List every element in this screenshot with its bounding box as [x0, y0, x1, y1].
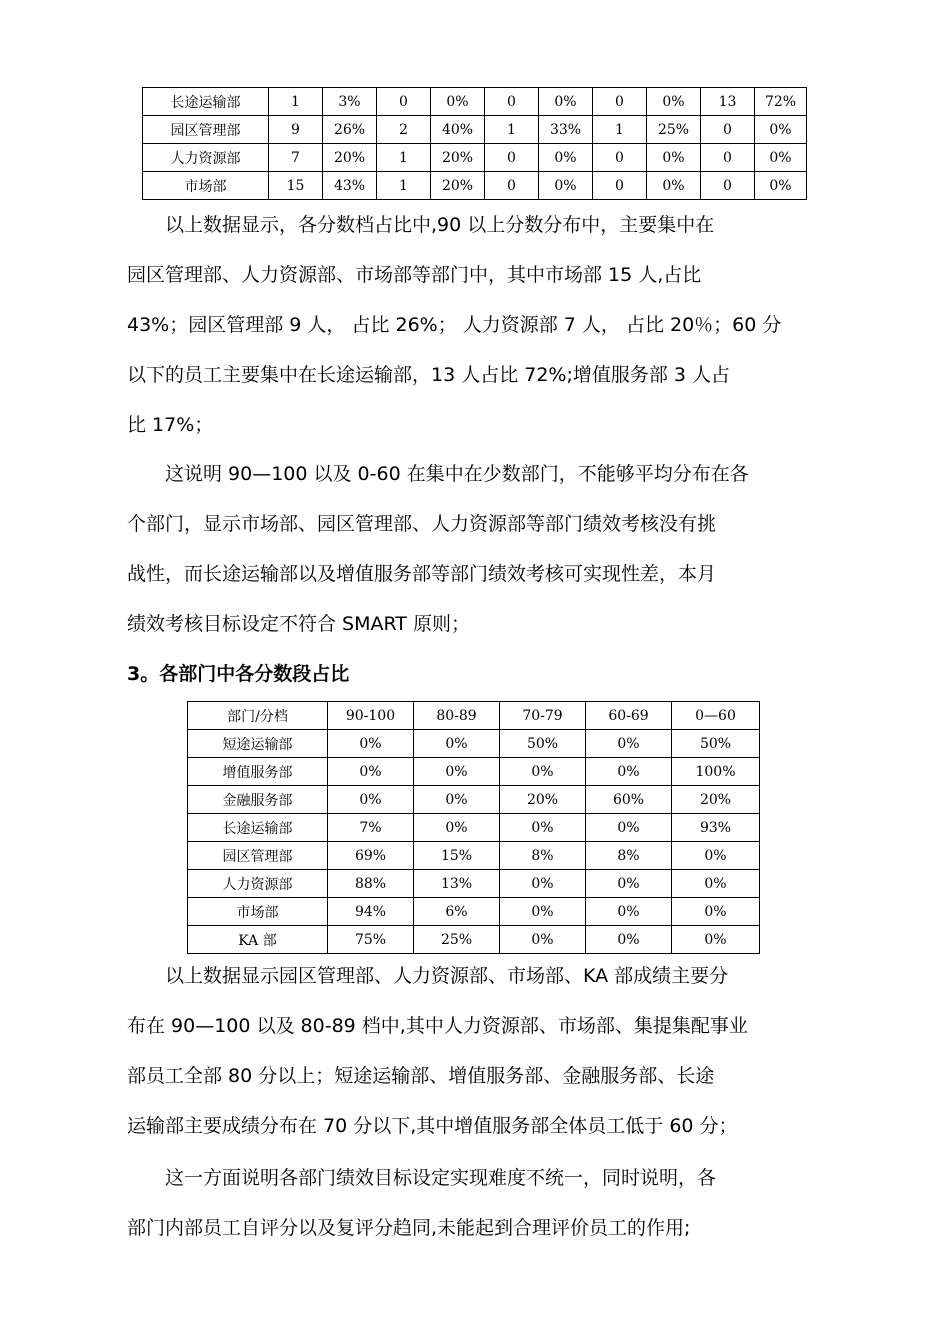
value-cell: 0 — [485, 172, 539, 200]
value-cell: 0% — [414, 730, 500, 758]
value-cell: 0 — [593, 88, 647, 116]
table-row — [188, 814, 760, 842]
value-cell: 0% — [414, 758, 500, 786]
department-cell: 园区管理部 — [143, 116, 269, 144]
value-cell: 1 — [593, 116, 647, 144]
value-cell: 0 — [485, 88, 539, 116]
header-cell: 70-79 — [500, 702, 586, 730]
value-cell: 6% — [414, 898, 500, 926]
value-cell: 0 — [485, 144, 539, 172]
table-row — [188, 758, 760, 786]
value-cell: 43% — [323, 172, 377, 200]
department-cell: 人力资源部 — [143, 144, 269, 172]
department-cell: 增值服务部 — [188, 758, 328, 786]
text-line: 个部门，显示市场部、园区管理部、人力资源部等部门绩效考核没有挑 — [127, 513, 717, 535]
value-cell: 0% — [586, 898, 672, 926]
value-cell: 7 — [269, 144, 323, 172]
text-line: 布在 90—100 以及 80-89 档中,其中人力资源部、市场部、集提集配事业 — [127, 1015, 748, 1037]
department-score-distribution-table — [187, 701, 760, 954]
value-cell: 60% — [586, 786, 672, 814]
analysis-paragraph-4 — [127, 1153, 825, 1253]
table-header-row — [188, 702, 760, 730]
text-line: 以上数据显示园区管理部、人力资源部、市场部、KA 部成绩主要分 — [165, 965, 729, 987]
text-line: 部员工全部 80 分以上；短途运输部、增值服务部、金融服务部、长途 — [127, 1065, 715, 1087]
value-cell: 15% — [414, 842, 500, 870]
table-row — [188, 898, 760, 926]
table-row — [188, 926, 760, 954]
value-cell: 20% — [431, 144, 485, 172]
text-line: 比 17%； — [127, 414, 214, 436]
header-cell: 部门/分档 — [188, 702, 328, 730]
value-cell: 0 — [377, 88, 431, 116]
value-cell: 33% — [539, 116, 593, 144]
table-row — [188, 786, 760, 814]
value-cell: 20% — [500, 786, 586, 814]
value-cell: 0% — [672, 842, 760, 870]
analysis-paragraph-1 — [127, 200, 825, 450]
department-cell: 市场部 — [188, 898, 328, 926]
value-cell: 25% — [647, 116, 701, 144]
department-cell: 金融服务部 — [188, 786, 328, 814]
table-row — [143, 172, 807, 200]
value-cell: 0% — [539, 144, 593, 172]
value-cell: 0% — [539, 88, 593, 116]
value-cell: 1 — [377, 172, 431, 200]
value-cell: 20% — [672, 786, 760, 814]
value-cell: 0% — [755, 172, 807, 200]
text-line: 绩效考核目标设定不符合 SMART 原则； — [127, 613, 470, 635]
department-cell: KA 部 — [188, 926, 328, 954]
value-cell: 0 — [593, 144, 647, 172]
value-cell: 75% — [328, 926, 414, 954]
value-cell: 40% — [431, 116, 485, 144]
text-line: 园区管理部、人力资源部、市场部等部门中，其中市场部 15 人,占比 — [127, 264, 702, 286]
table-row — [188, 842, 760, 870]
value-cell: 0% — [647, 88, 701, 116]
value-cell: 0 — [701, 116, 755, 144]
value-cell: 0% — [586, 926, 672, 954]
header-cell: 60-69 — [586, 702, 672, 730]
value-cell: 100% — [672, 758, 760, 786]
value-cell: 72% — [755, 88, 807, 116]
value-cell: 0% — [586, 814, 672, 842]
value-cell: 0 — [701, 144, 755, 172]
value-cell: 0% — [328, 786, 414, 814]
table-row — [188, 730, 760, 758]
value-cell: 69% — [328, 842, 414, 870]
department-cell: 长途运输部 — [188, 814, 328, 842]
value-cell: 94% — [328, 898, 414, 926]
department-cell: 园区管理部 — [188, 842, 328, 870]
value-cell: 0% — [328, 730, 414, 758]
value-cell: 0% — [586, 730, 672, 758]
analysis-paragraph-2 — [127, 449, 825, 649]
value-cell: 0% — [328, 758, 414, 786]
value-cell: 2 — [377, 116, 431, 144]
value-cell: 7% — [328, 814, 414, 842]
value-cell: 0% — [500, 870, 586, 898]
value-cell: 9 — [269, 116, 323, 144]
value-cell: 1 — [485, 116, 539, 144]
value-cell: 20% — [323, 144, 377, 172]
value-cell: 0% — [500, 758, 586, 786]
value-cell: 0% — [755, 144, 807, 172]
header-cell: 90-100 — [328, 702, 414, 730]
text-line: 以上数据显示，各分数档占比中,90 以上分数分布中，主要集中在 — [165, 214, 715, 236]
value-cell: 13 — [701, 88, 755, 116]
value-cell: 0% — [500, 926, 586, 954]
value-cell: 26% — [323, 116, 377, 144]
value-cell: 0% — [672, 870, 760, 898]
table-row — [143, 144, 807, 172]
text-line: 运输部主要成绩分布在 70 分以下,其中增值服务部全体员工低于 60 分； — [127, 1115, 738, 1137]
table-row — [143, 88, 807, 116]
value-cell: 13% — [414, 870, 500, 898]
text-line: 这一方面说明各部门绩效目标设定实现难度不统一，同时说明，各 — [165, 1167, 717, 1189]
header-cell: 80-89 — [414, 702, 500, 730]
value-cell: 15 — [269, 172, 323, 200]
text-line: 这说明 90—100 以及 0-60 在集中在少数部门，不能够平均分布在各 — [165, 463, 749, 485]
department-cell: 人力资源部 — [188, 870, 328, 898]
value-cell: 0 — [701, 172, 755, 200]
value-cell: 1 — [269, 88, 323, 116]
text-line: 以下的员工主要集中在长途运输部，13 人占比 72%;增值服务部 3 人占 — [127, 364, 731, 386]
value-cell: 93% — [672, 814, 760, 842]
text-line: 43%；园区管理部 9 人， 占比 26%； 人力资源部 7 人， 占比 20％；60 分 — [127, 314, 782, 336]
section-heading: 3。各部门中各分数段占比 — [127, 663, 350, 685]
value-cell: 0% — [647, 144, 701, 172]
value-cell: 8% — [586, 842, 672, 870]
department-cell: 短途运输部 — [188, 730, 328, 758]
table-row — [188, 870, 760, 898]
value-cell: 0% — [672, 926, 760, 954]
value-cell: 0% — [755, 116, 807, 144]
value-cell: 0% — [586, 870, 672, 898]
value-cell: 0% — [500, 898, 586, 926]
value-cell: 0% — [647, 172, 701, 200]
department-cell: 长途运输部 — [143, 88, 269, 116]
value-cell: 3% — [323, 88, 377, 116]
value-cell: 0% — [672, 898, 760, 926]
value-cell: 0% — [414, 786, 500, 814]
value-cell: 0% — [414, 814, 500, 842]
text-line: 战性，而长途运输部以及增值服务部等部门绩效考核可实现性差，本月 — [127, 563, 717, 585]
value-cell: 50% — [672, 730, 760, 758]
text-line: 部门内部员工自评分以及复评分趋同,未能起到合理评价员工的作用; — [127, 1217, 691, 1239]
header-cell: 0—60 — [672, 702, 760, 730]
value-cell: 1 — [377, 144, 431, 172]
table-row — [143, 116, 807, 144]
value-cell: 88% — [328, 870, 414, 898]
score-count-table — [142, 87, 807, 200]
analysis-paragraph-3 — [127, 951, 825, 1151]
department-cell: 市场部 — [143, 172, 269, 200]
value-cell: 0% — [539, 172, 593, 200]
value-cell: 0% — [500, 814, 586, 842]
value-cell: 0% — [586, 758, 672, 786]
value-cell: 0% — [431, 88, 485, 116]
value-cell: 50% — [500, 730, 586, 758]
value-cell: 25% — [414, 926, 500, 954]
value-cell: 8% — [500, 842, 586, 870]
value-cell: 0 — [593, 172, 647, 200]
value-cell: 20% — [431, 172, 485, 200]
